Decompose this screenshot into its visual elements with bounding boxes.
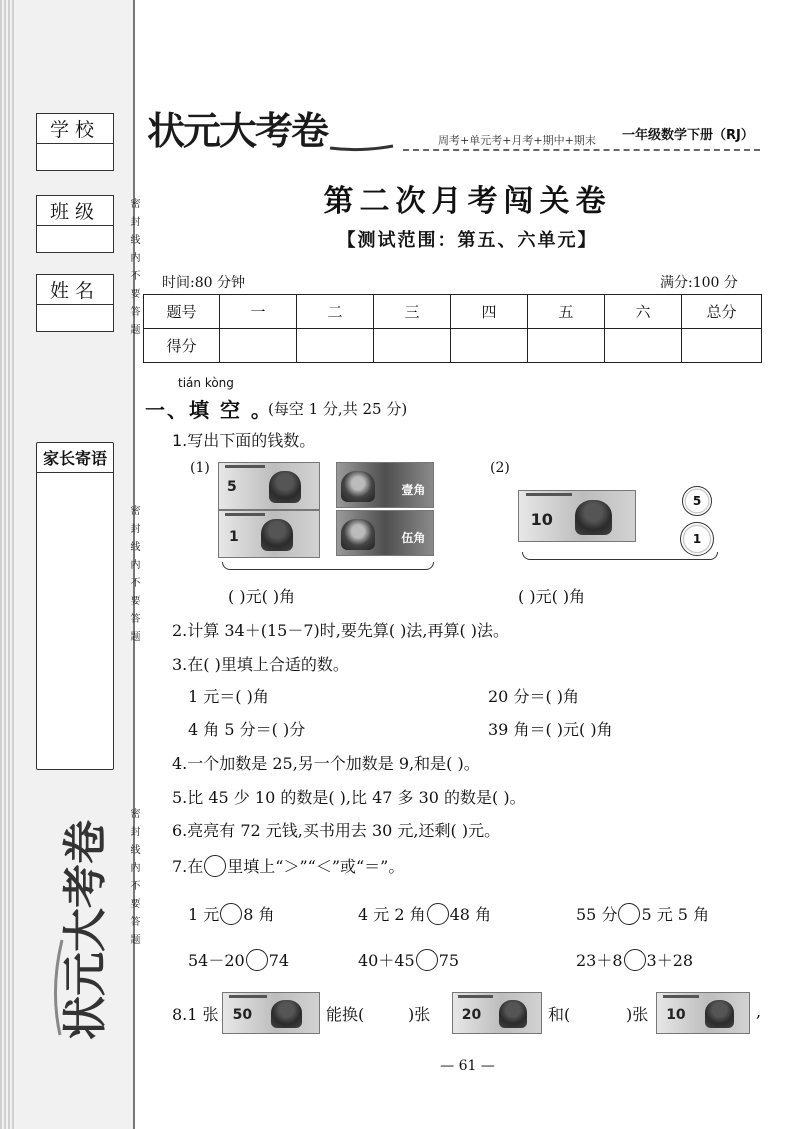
q3-item-b[interactable]: 20 分＝( )角 <box>488 687 580 706</box>
question-8-mid2[interactable]: )张 <box>408 1005 431 1024</box>
q7-compare-2: 4 元 2 角 48 角 <box>358 905 492 924</box>
question-8-mid1: 能换( <box>326 1005 365 1024</box>
q3-item-d[interactable]: 39 角＝( )元( )角 <box>488 720 613 739</box>
seal-line-text: 密封线内不要答题 <box>128 198 139 342</box>
score-cell: 一 <box>220 295 297 329</box>
score-table <box>143 294 762 363</box>
banknote-5-jiao: 伍角 <box>336 510 434 556</box>
q7-text-post: 里填上“＞”“＜”或“＝”。 <box>227 857 405 876</box>
compare-circle-icon <box>204 855 226 877</box>
question-3: 3.在( )里填上合适的数。 <box>172 655 349 674</box>
score-cell: 题号 <box>144 295 220 329</box>
score-cell: 三 <box>374 295 451 329</box>
section-heading: 一、填 空 。 <box>145 398 273 422</box>
q7-compare-5: 40＋45 75 <box>358 951 460 970</box>
score-entry[interactable] <box>451 329 528 363</box>
class-label: 班级 <box>37 196 113 226</box>
parent-message-box[interactable] <box>36 442 114 770</box>
score-entry[interactable] <box>528 329 605 363</box>
banknote-20-yuan: 20 <box>452 992 542 1034</box>
score-entry[interactable] <box>682 329 762 363</box>
score-table-score-row <box>144 329 762 363</box>
q7-text-pre: 7.在 <box>172 857 204 876</box>
score-row-label: 得分 <box>144 329 220 363</box>
section-score-note: (每空 1 分,共 25 分) <box>268 400 408 418</box>
school-field[interactable] <box>36 113 114 171</box>
q1-answer-1[interactable]: ( )元( )角 <box>228 587 296 606</box>
compare-circle[interactable] <box>416 949 438 971</box>
group-brace <box>222 562 434 570</box>
question-4: 4.一个加数是 25,另一个加数是 9,和是( )。 <box>172 754 480 773</box>
question-1: 1.写出下面的钱数。 <box>172 431 316 450</box>
parent-label: 家长寄语 <box>37 443 113 473</box>
banknote-10-yuan: 10 <box>518 490 636 542</box>
q1-part2-label: (2) <box>490 460 510 476</box>
score-table-header-row <box>144 295 762 329</box>
compare-circle[interactable] <box>624 949 646 971</box>
grade-label: 一年级数学下册（RJ） <box>622 128 754 143</box>
coin-5-jiao: 5 <box>682 486 712 516</box>
score-cell: 五 <box>528 295 605 329</box>
brand-logo-text: 状元大考卷 <box>147 109 328 153</box>
group-brace <box>522 552 718 560</box>
coin-1-yuan: 1 <box>680 522 714 556</box>
exam-scope: 【测试范围：第五、六单元】 <box>337 230 598 251</box>
question-8-mid3: 和( <box>548 1005 571 1024</box>
score-entry[interactable] <box>297 329 374 363</box>
q1-answer-2[interactable]: ( )元( )角 <box>518 587 586 606</box>
seal-line-text: 密封线内不要答题 <box>128 505 139 649</box>
q3-item-c[interactable]: 4 角 5 分＝( )分 <box>188 720 306 739</box>
q1-part1-label: (1) <box>190 460 210 476</box>
exam-title: 第二次月考闯关卷 <box>323 184 612 219</box>
vertical-logo <box>40 790 120 1045</box>
score-cell: 二 <box>297 295 374 329</box>
banknote-5-yuan: 5 <box>218 462 320 510</box>
score-entry[interactable] <box>374 329 451 363</box>
score-cell: 六 <box>605 295 682 329</box>
school-label: 学校 <box>37 114 113 144</box>
q7-compare-4: 54－20 74 <box>188 951 290 970</box>
score-cell: 四 <box>451 295 528 329</box>
score-entry[interactable] <box>605 329 682 363</box>
section-pinyin: tián kòng <box>178 376 234 390</box>
compare-circle[interactable] <box>618 903 640 925</box>
question-6: 6.亮亮有 72 元钱,买书用去 30 元,还剩( )元。 <box>172 821 501 840</box>
banknote-1-yuan: 1 <box>218 510 320 558</box>
compare-circle[interactable] <box>246 949 268 971</box>
banknote-10-yuan: 10 <box>656 992 750 1034</box>
q7-compare-3: 55 分 5 元 5 角 <box>576 905 710 924</box>
exam-full-score: 满分:100 分 <box>660 275 738 291</box>
question-8-mid4[interactable]: )张 <box>626 1005 649 1024</box>
banknote-50-yuan: 50 <box>222 992 320 1034</box>
name-field[interactable] <box>36 274 114 332</box>
question-8-end: , <box>756 1002 762 1021</box>
vertical-logo-text: 状元大考卷 <box>60 820 111 1040</box>
name-label: 姓名 <box>37 275 113 305</box>
question-8-start: 8.1 张 <box>172 1005 219 1024</box>
header-rule <box>403 149 760 151</box>
q7-compare-1: 1 元 8 角 <box>188 905 275 924</box>
question-7 <box>172 854 404 877</box>
banknote-1-jiao: 壹角 <box>336 462 434 508</box>
exam-types-tagline: 周考+单元考+月考+期中+期末 <box>438 134 596 147</box>
score-entry[interactable] <box>220 329 297 363</box>
q3-item-a[interactable]: 1 元＝( )角 <box>188 687 269 706</box>
seal-line-text: 密封线内不要答题 <box>128 808 139 952</box>
question-5: 5.比 45 少 10 的数是( ),比 47 多 30 的数是( )。 <box>172 788 526 807</box>
compare-circle[interactable] <box>220 903 242 925</box>
exam-time: 时间:80 分钟 <box>162 275 245 291</box>
score-cell: 总分 <box>682 295 762 329</box>
question-2: 2.计算 34＋(15－7)时,要先算( )法,再算( )法。 <box>172 621 510 640</box>
brand-logo <box>145 102 395 157</box>
q7-compare-6: 23＋8 3＋28 <box>576 951 694 970</box>
compare-circle[interactable] <box>427 903 449 925</box>
page-number: — 61 — <box>440 1058 495 1074</box>
binding-edge <box>0 0 14 1129</box>
